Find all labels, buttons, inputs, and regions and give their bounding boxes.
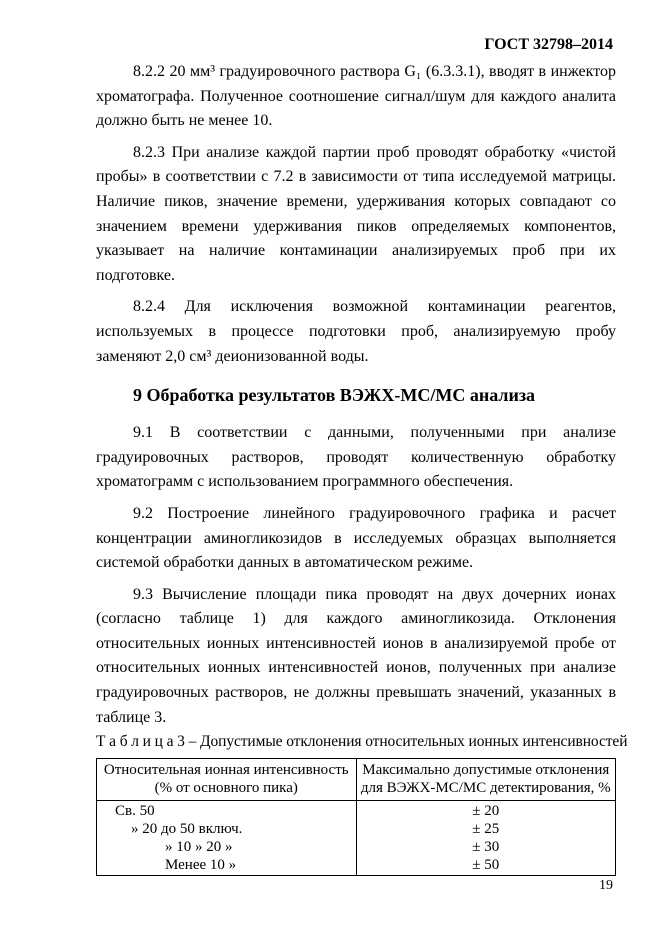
- table-cell-intensity: Менее 10 »: [97, 856, 357, 876]
- table-header-intensity: Относительная ионная интенсивность (% от основного пика): [97, 759, 357, 801]
- table-row: [97, 801, 616, 821]
- table-row: [97, 838, 616, 856]
- deviation-table: [96, 758, 616, 876]
- table-cell-intensity: » 20 до 50 включ.: [97, 820, 357, 838]
- table-cell-intensity: Св. 50: [97, 801, 357, 821]
- table-cell-deviation: ± 50: [356, 856, 616, 876]
- paragraph-8-2-4: 8.2.4 Для исключения возможной контаминации реагентов, используемых в процессе подготовки проб, анализируемую пробу заменяют 2,0 см³ деионизованной воды.: [96, 298, 616, 365]
- table-row: [97, 856, 616, 876]
- table-header-deviation: Максимально допустимые отклонения для ВЭЖХ-МС/МС детектирования, %: [356, 759, 616, 801]
- page-number: 19: [599, 878, 613, 893]
- table-cell-intensity: » 10 » 20 »: [97, 838, 357, 856]
- paragraph-9-3: 9.3 Вычисление площади пика проводят на двух дочерних ионах (согласно таблице 1) для каждого аминогликозида. Отклонения относительных ионных интенсивностей ионов в анализируемой пробе от относительных ионных интенсивностей ионов, полученных при анализе градуировочных растворов, не должны превышать значений, указанных в таблице 3.: [96, 585, 616, 726]
- section-title: 9 Обработка результатов ВЭЖХ-МС/МС анализа: [133, 385, 536, 406]
- table-cell-deviation: ± 20: [356, 801, 616, 821]
- table-cell-deviation: ± 25: [356, 820, 616, 838]
- table-cell-deviation: ± 30: [356, 838, 616, 856]
- table-header-row: [97, 759, 616, 801]
- paragraph-8-2-2: 8.2.2 20 мм³ градуировочного раствора G₁ (6.3.3.1), вводят в инжектор хроматографа. Полученное соотношение сигнал/шум для каждого аналита должно быть не менее 10.: [96, 63, 616, 130]
- paragraph-9-1: 9.1 В соответствии с данными, полученными при анализе градуировочных растворов, проводят количественную обработку хроматограмм с использованием программного обеспечения.: [96, 424, 616, 491]
- table-caption: Т а б л и ц а 3 – Допустимые отклонения относительных ионных интенсивностей: [96, 733, 628, 751]
- paragraph-9-2: 9.2 Построение линейного градуировочного графика и расчет концентрации аминогликозидов в исследуемых образцах выполняется системой обработки данных в автоматическом режиме.: [96, 504, 616, 572]
- document-body: [96, 60, 628, 876]
- document-header: ГОСТ 32798–2014: [484, 36, 613, 53]
- table-row: [97, 820, 616, 838]
- paragraph-8-2-3: 8.2.3 При анализе каждой партии проб проводят обработку «чистой пробы» в соответствии с 7.2 в зависимости от типа исследуемой матрицы. Наличие пиков, значение времени, удерживания которых совпадают со значением времени удерживания пиков определяемых компонентов, указывает на наличие контаминации анализируемых проб при их подготовке.: [96, 143, 616, 284]
